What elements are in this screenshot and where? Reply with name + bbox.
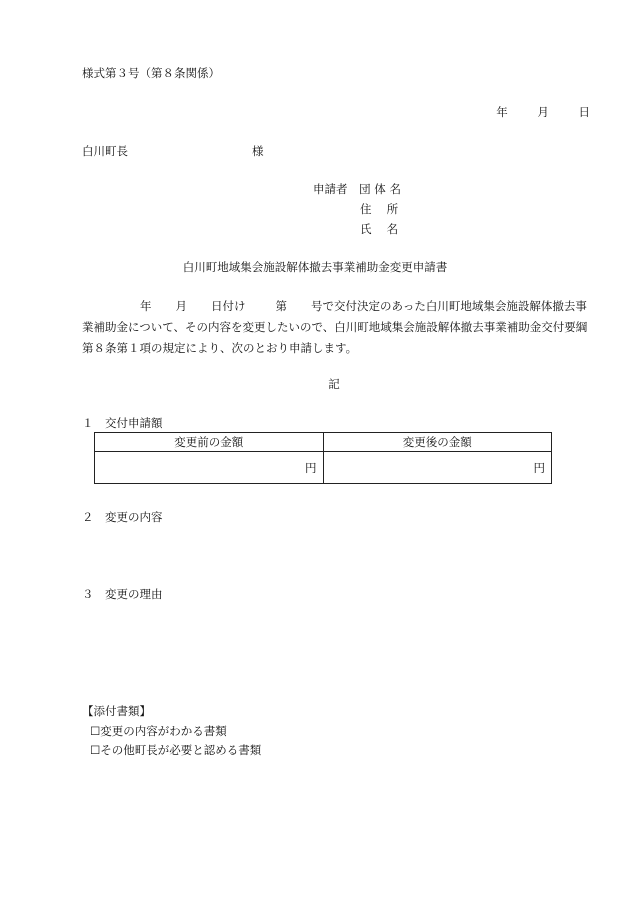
date-month-label: 月 <box>537 105 549 119</box>
ki-heading: 記 <box>328 377 340 391</box>
body-day: 日付け <box>211 299 246 313</box>
column-after-amount: 変更後の金額 <box>323 433 552 452</box>
body-paragraph <box>82 296 594 359</box>
after-amount-cell[interactable] <box>323 452 552 484</box>
column-before-amount: 変更前の金額 <box>95 433 324 452</box>
applicant-org-label: 団 体 名 <box>359 182 401 196</box>
section-1-label: １ 交付申請額 <box>82 416 163 430</box>
date-year-label: 年 <box>496 105 508 119</box>
body-month: 月 <box>175 299 187 313</box>
section-2-label: ２ 変更の内容 <box>82 510 163 524</box>
yen-unit: 円 <box>305 460 317 475</box>
table-row <box>95 452 552 484</box>
applicant-name-label: 氏 名 <box>360 222 399 236</box>
addressee-honorific: 様 <box>252 144 264 158</box>
attachments-title: 【添付書類】 <box>82 704 151 718</box>
yen-unit: 円 <box>533 460 545 475</box>
section-3-label: ３ 変更の理由 <box>82 587 163 601</box>
applicant-prefix: 申請者 <box>313 182 348 196</box>
table-header-row <box>95 433 552 452</box>
document-title: 白川町地域集会施設解体撤去事業補助金変更申請書 <box>182 260 448 274</box>
before-amount-cell[interactable] <box>95 452 324 484</box>
form-number: 様式第３号（第８条関係） <box>82 66 220 80</box>
addressee-name: 白川町長 <box>82 144 128 158</box>
body-main-text: 号で交付決定のあった白川町地域集会施設解体撤去事業補助金について、その内容を変更したいので、白川町地域集会施設解体撤去事業補助金交付要綱第８条第１項の規定により、次のとおり申請します。 <box>82 299 588 355</box>
amount-table <box>94 432 552 484</box>
body-dai: 第 <box>275 299 287 313</box>
attachment-item-checkbox[interactable]: ☐その他町長が必要と認める書類 <box>90 743 262 757</box>
date-line <box>496 105 590 119</box>
attachment-item-checkbox[interactable]: ☐変更の内容がわかる書類 <box>90 724 227 738</box>
date-day-label: 日 <box>578 105 590 119</box>
applicant-address-label: 住 所 <box>360 202 399 216</box>
body-year: 年 <box>140 299 152 313</box>
